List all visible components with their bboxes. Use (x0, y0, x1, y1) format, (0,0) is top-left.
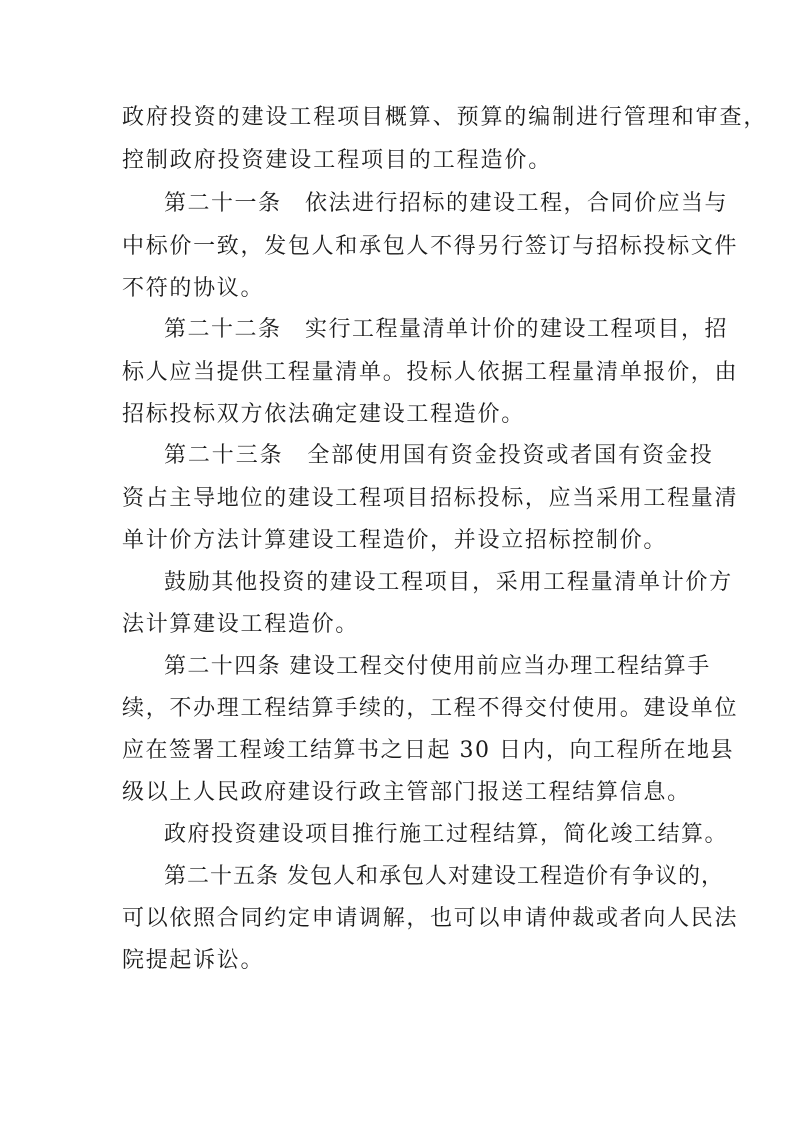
text-line: 政府投资的建设工程项目概算、预算的编制进行管理和审查， (122, 105, 768, 130)
article-24-first-line: 第二十四条 建设工程交付使用前应当办理工程结算手 (164, 654, 711, 679)
text-line: 政府投资建设项目推行施工过程结算，简化竣工结算。 (164, 822, 729, 847)
text-line: 应在签署工程竣工结算书之日起 30 日内，向工程所在地县 (122, 738, 734, 763)
text-line: 院提起诉讼。 (122, 948, 265, 973)
text-line: 单计价方法计算建设工程造价，并设立招标控制价。 (122, 528, 668, 553)
text-line: 鼓励其他投资的建设工程项目，采用工程量清单计价方 (164, 570, 733, 595)
text-line: 续，不办理工程结算手续的，工程不得交付使用。建设单位 (122, 696, 739, 721)
text-line: 资占主导地位的建设工程项目招标投标，应当采用工程量清 (122, 486, 739, 511)
text-line: 法计算建设工程造价。 (122, 612, 360, 637)
text-line: 招标投标双方依法确定建设工程造价。 (122, 402, 525, 427)
text-line: 不符的协议。 (122, 276, 265, 301)
article-25-first-line: 第二十五条 发包人和承包人对建设工程造价有争议的， (164, 864, 724, 889)
text-line: 标人应当提供工程量清单。投标人依据工程量清单报价，由 (122, 360, 739, 385)
article-22-first-line: 第二十二条 实行工程量清单计价的建设工程项目，招 (164, 317, 729, 342)
text-line: 可以依照合同约定申请调解，也可以申请仲裁或者向人民法 (122, 906, 739, 931)
article-23-first-line: 第二十三条 全部使用国有资金投资或者国有资金投 (164, 443, 714, 468)
text-line: 级以上人民政府建设行政主管部门报送工程结算信息。 (122, 780, 691, 805)
text-line: 控制政府投资建设工程项目的工程造价。 (122, 148, 553, 173)
article-21-first-line: 第二十一条 依法进行招标的建设工程，合同价应当与 (164, 191, 729, 216)
text-line: 中标价一致，发包人和承包人不得另行签订与招标投标文件 (122, 234, 739, 259)
